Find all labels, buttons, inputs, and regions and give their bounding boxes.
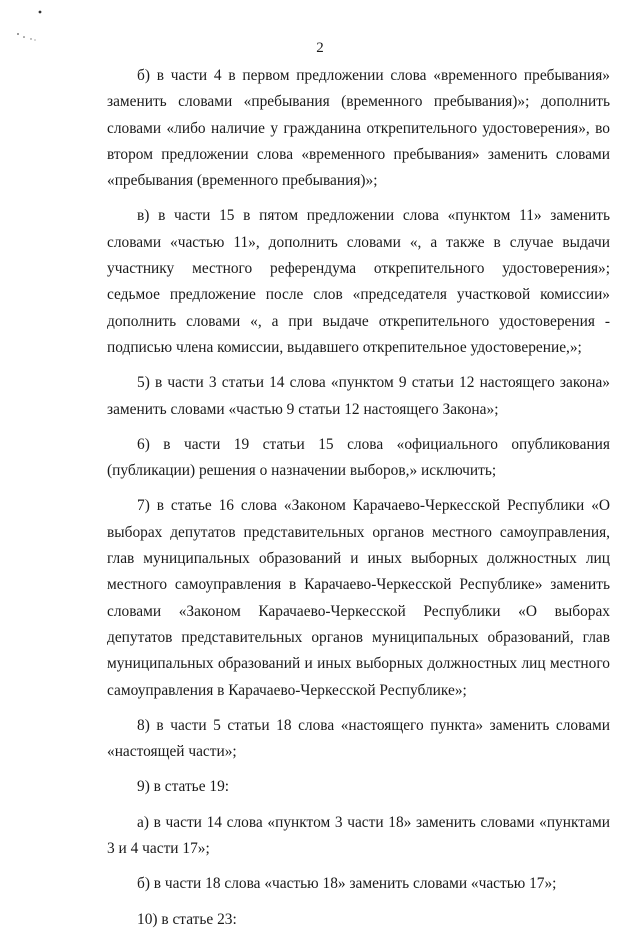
paragraph-4b: б) в части 4 в первом предложении слова «временного пребывания» заменить словами «пребывания (временного пребывания)»; дополнить словами «либо наличие у гражданина открепительного удостоверения», во втором предложении слова «временного пребывания» заменить словами «пребывания (временного пребывания)»;: [107, 67, 610, 190]
paragraph-5: 5) в части 3 статьи 14 слова «пунктом 9 статьи 12 настоящего закона» заменить словами «частью 9 статьи 12 настоящего Закона»;: [107, 374, 610, 418]
document-body: [107, 63, 610, 942]
paragraph-6: 6) в части 19 статьи 15 слова «официального опубликования (публикации) решения о назначении выборов,» исключить;: [107, 435, 610, 480]
paragraph-9a: а) в части 14 слова «пунктом 3 части 18» заменить словами «пунктами 3 и 4 части 17»;: [107, 813, 610, 858]
paragraph-4v: в) в части 15 в пятом предложении слова «пунктом 11» заменить словами «частью 11», дополнить словами «, а также в случае выдачи участнику местного референдума открепительного удостоверения»; седьмое предложение после слов «председателя участковой комиссии» дополнить словами «, а при выдаче открепительного удостоверения - подписью члена комиссии, выдавшего открепительное удостоверение,»;: [107, 207, 610, 356]
paragraph-7: 7) в статье 16 слова «Законом Карачаево-Черкесской Республики «О выборах депутатов представительных органов местного самоуправления, глав муниципальных образований и иных выборных должностных лиц местного самоуправления в Карачаево-Черкесской Республике» заменить словами «Законом Карачаево-Черкесской Республики «О выборах депутатов представительных органов муниципальных образований, глав муниципальных образований и иных выборных должностных лиц местного самоуправления в Карачаево-Черкесской Республике»;: [107, 497, 610, 699]
page-number: 2: [316, 40, 324, 56]
paragraph-9b: б) в части 18 слова «частью 18» заменить словами «частью 17»;: [137, 875, 557, 893]
paragraph-9: 9) в статье 19:: [137, 778, 230, 796]
paragraph-10: 10) в статье 23:: [137, 910, 237, 928]
paragraph-8: 8) в части 5 статьи 18 слова «настоящего пункта» заменить словами «настоящей части»;: [107, 716, 610, 761]
